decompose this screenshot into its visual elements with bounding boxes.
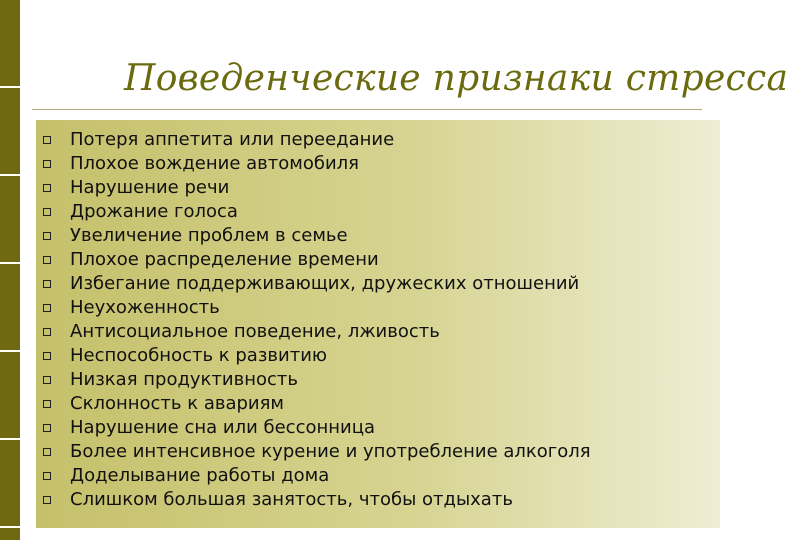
list-item-text: Неспособность к развитию: [70, 345, 328, 366]
list-item-text: Неухоженность: [70, 297, 220, 318]
list-item-text: Антисоциальное поведение, лживость: [70, 321, 440, 342]
list-item-text: Доделывание работы дома: [70, 465, 330, 486]
list-item-text: Нарушение речи: [70, 177, 230, 198]
list-item-text: Слишком большая занятость, чтобы отдыхать: [70, 489, 513, 510]
square-bullet-icon: [43, 496, 51, 504]
left-accent-bar: [0, 0, 20, 540]
list-item-text: Плохое вождение автомобиля: [70, 153, 359, 174]
square-bullet-icon: [43, 280, 51, 288]
square-bullet-icon: [43, 328, 51, 336]
square-bullet-icon: [43, 424, 51, 432]
square-bullet-icon: [43, 232, 51, 240]
square-bullet-icon: [43, 472, 51, 480]
list-item-text: Более интенсивное курение и употребление алкоголя: [70, 441, 591, 462]
list-item-text: Потеря аппетита или переедание: [70, 129, 395, 150]
square-bullet-icon: [43, 256, 51, 264]
square-bullet-icon: [43, 304, 51, 312]
square-bullet-icon: [43, 208, 51, 216]
square-bullet-icon: [43, 136, 51, 144]
list-item-text: Избегание поддерживающих, дружеских отношений: [70, 273, 580, 294]
square-bullet-icon: [43, 160, 51, 168]
list-item-text: Склонность к авариям: [70, 393, 285, 414]
square-bullet-icon: [43, 352, 51, 360]
list-item-text: Плохое распределение времени: [70, 249, 379, 270]
square-bullet-icon: [43, 448, 51, 456]
content-panel: [36, 120, 720, 528]
square-bullet-icon: [43, 376, 51, 384]
list-item-text: Низкая продуктивность: [70, 369, 298, 390]
square-bullet-icon: [43, 400, 51, 408]
list-item-text: Нарушение сна или бессонница: [70, 417, 375, 438]
square-bullet-icon: [43, 184, 51, 192]
title-divider: [32, 109, 702, 110]
list-item-text: Дрожание голоса: [70, 201, 238, 222]
slide-title: Поведенческие признаки стресса: [124, 58, 788, 99]
list-item-text: Увеличение проблем в семье: [70, 225, 348, 246]
